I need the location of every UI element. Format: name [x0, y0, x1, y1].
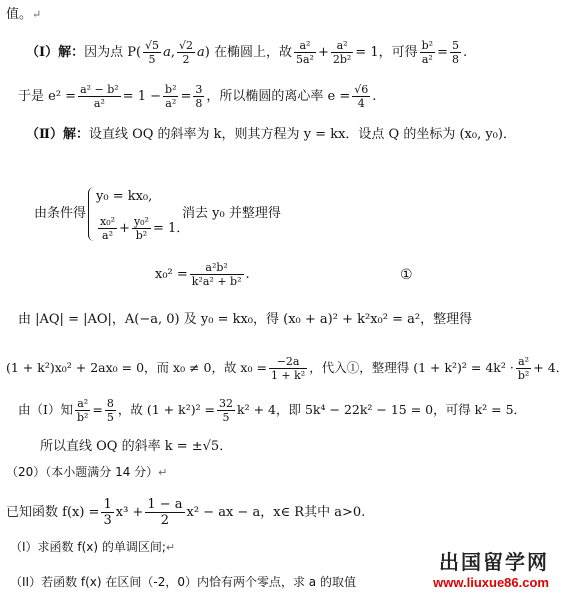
fraction-8-over-5: $\frac{8}{5}$ — [106, 397, 114, 424]
fraction-a2-over-2b2: $\frac{\text{a²}}{\text{2b²}}$ — [332, 39, 352, 66]
eccentricity-text-a: 于是 e² = — [18, 89, 77, 104]
part2-line — [26, 128, 516, 141]
equation-marker-1: ① — [400, 267, 413, 283]
paragraph-mark: ↵ — [32, 8, 42, 21]
aq-line: 由 |AQ| = |AO|，A(−a, 0) 及 y₀ = kx₀，得 (x₀ + a)² + k²x₀² = a²，整理得 — [18, 312, 473, 327]
fraction-sqrt2-over-2: $\frac{√2}{2}$ — [178, 39, 193, 66]
part1-text-c: ，可得 — [378, 45, 418, 60]
system-line-2: $\frac{\text{x₀²}}{\text{a²}}$ + $\frac{\text{y₀²}}{\text{b²}}$ = 1． — [100, 215, 190, 242]
by-part1-line: 由（Ⅰ）知 $\frac{\text{a²}}{\text{b²}}$ = $\frac{8}{5}$ ，故 (1 + k²)² = $\frac{32}{5}$ k² + 4，即 5k⁴ − 22k² − 15 = 0，可得 k² = 5． — [18, 397, 527, 424]
fraction-b2-over-a2: $\frac{\text{b²}}{\text{a²}}$ — [421, 39, 434, 66]
system-brace — [88, 187, 95, 241]
fraction-a2-over-5a2: $\frac{\text{a²}}{\text{5a²}}$ — [295, 39, 314, 66]
question-20-title-text: （20）（本小题满分 14 分） — [6, 465, 159, 479]
by-part1-text-c: k² + 4，即 5k⁴ − 22k² − 15 = 0，可得 k² = 5． — [237, 402, 527, 417]
watermark-title: 出国留学网 — [439, 550, 549, 574]
top-fragment-text: 值。 — [6, 7, 33, 22]
fraction-a2b2-over-k2a2-plus-b2: $\frac{\text{a²b²}}{\text{k²a² + b²}}$ — [191, 261, 242, 288]
given-text-c: x² − ax − a，x∈ R其中 a>0. — [186, 505, 366, 520]
question-20-part2: （II）若函数 f(x) 在区间（-2，0）内恰有两个零点，求 a 的取值 — [10, 575, 356, 589]
fraction-minus-2a-over-1-plus-k2: $\frac{-2a}{\text{1 + k²}}$ — [270, 355, 306, 382]
fraction-y0sq-over-b2: $\frac{\text{y₀²}}{\text{b²}}$ — [133, 215, 149, 242]
equation-1: x₀² = $\frac{\text{a²b²}}{\text{k²a² + b²}}$ . — [155, 261, 250, 288]
quadratic-text-b: ，代入①，整理得 (1 + k²)² = 4k² · — [309, 360, 514, 375]
part1-text-a: 因为点 P( — [84, 45, 142, 60]
fraction-1-minus-a-over-2: $\frac{1 - a}{2}$ — [147, 497, 183, 528]
fraction-sqrt5-over-5: $\frac{√5}{5}$ — [145, 39, 160, 66]
question-20-title — [6, 466, 167, 478]
eccentricity-text-b: ，所以椭圆的离心率 e = — [206, 89, 351, 104]
fraction-sqrt6-over-4: $\frac{√6}{4}$ — [354, 83, 369, 110]
watermark-url: www.liuxue86.com — [433, 575, 549, 590]
part1-text-b: ) 在椭圆上，故 — [204, 45, 292, 60]
part1-label: （Ⅰ）解： — [26, 45, 85, 60]
question-20-part1-text: （I）求函数 f(x) 的单调区间; — [10, 540, 166, 554]
paragraph-mark-2: ↵ — [158, 466, 168, 479]
fraction-32-over-5: $\frac{32}{5}$ — [219, 397, 234, 424]
by-part1-text-a: 由（Ⅰ）知 — [18, 402, 73, 417]
system-line-1: y₀ = kx₀, — [96, 189, 153, 204]
equation-1-lhs: x₀² = — [155, 267, 188, 282]
fraction-a2-over-b2: $\frac{\text{a²}}{\text{b²}}$ — [517, 355, 530, 382]
fraction-a2-over-b2-equals: $\frac{\text{a²}}{\text{b²}}$ — [76, 397, 89, 424]
eccentricity-line: 于是 e² = $\frac{\text{a² − b²}}{\text{a²}}$ = 1 − $\frac{\text{b²}}{\text{a²}}$ = $\frac{3}{8}$ ，所以椭圆的离心率 e = $\frac{√6}{4}$ . — [18, 83, 377, 110]
part2-label: （Ⅱ）解： — [26, 127, 89, 142]
question-20-given — [6, 498, 365, 527]
quadratic-text-a: (1 + k²)x₀² + 2ax₀ = 0，而 x₀ ≠ 0，故 x₀ = — [6, 360, 267, 375]
by-part1-text-b: ，故 (1 + k²)² = — [117, 402, 216, 417]
question-20-part1 — [10, 541, 175, 553]
eliminate-text: 消去 y₀ 并整理得 — [182, 206, 281, 221]
part1-line: （Ⅰ）解：因为点 P( $\frac{√5}{5}$ a, $\frac{√2}{2}$ a) 在椭圆上，故 $\frac{\text{a²}}{\text{5a²}}$ + $\frac{\text{a²}}{\text{2b²}}$ = 1，可得 $\frac{\text{b²}}{\text{a²}}$ = $\frac{5}{8}$ . — [26, 39, 468, 66]
fraction-b2-over-a2-2: $\frac{\text{b²}}{\text{a²}}$ — [165, 83, 177, 110]
quadratic-text-c: + 4． — [533, 360, 568, 375]
paragraph-mark-3: ↵ — [165, 541, 176, 554]
given-text-a: 已知函数 f(x) = — [6, 505, 100, 520]
fraction-x0sq-over-a2: $\frac{\text{x₀²}}{\text{a²}}$ — [100, 215, 116, 242]
fraction-3-over-8: $\frac{3}{8}$ — [195, 83, 203, 110]
given-text-b: x³ + — [115, 505, 144, 520]
quadratic-line — [6, 356, 568, 381]
part2-text: 设直线 OQ 的斜率为 k，则其方程为 y = kx．设点 Q 的坐标为 (x₀, y₀)． — [88, 127, 516, 142]
watermark — [433, 546, 549, 590]
fraction-1-over-3: $\frac{1}{3}$ — [103, 497, 112, 528]
fraction-a2-minus-b2-over-a2: $\frac{\text{a² − b²}}{\text{a²}}$ — [80, 83, 119, 110]
system-line-2-tail: = 1． — [152, 221, 190, 236]
condition-label: 由条件得 — [34, 206, 87, 221]
top-fragment — [6, 8, 41, 21]
fraction-5-over-8: $\frac{5}{8}$ — [451, 39, 459, 66]
slope-result: 所以直线 OQ 的斜率 k = ±√5． — [40, 439, 233, 454]
